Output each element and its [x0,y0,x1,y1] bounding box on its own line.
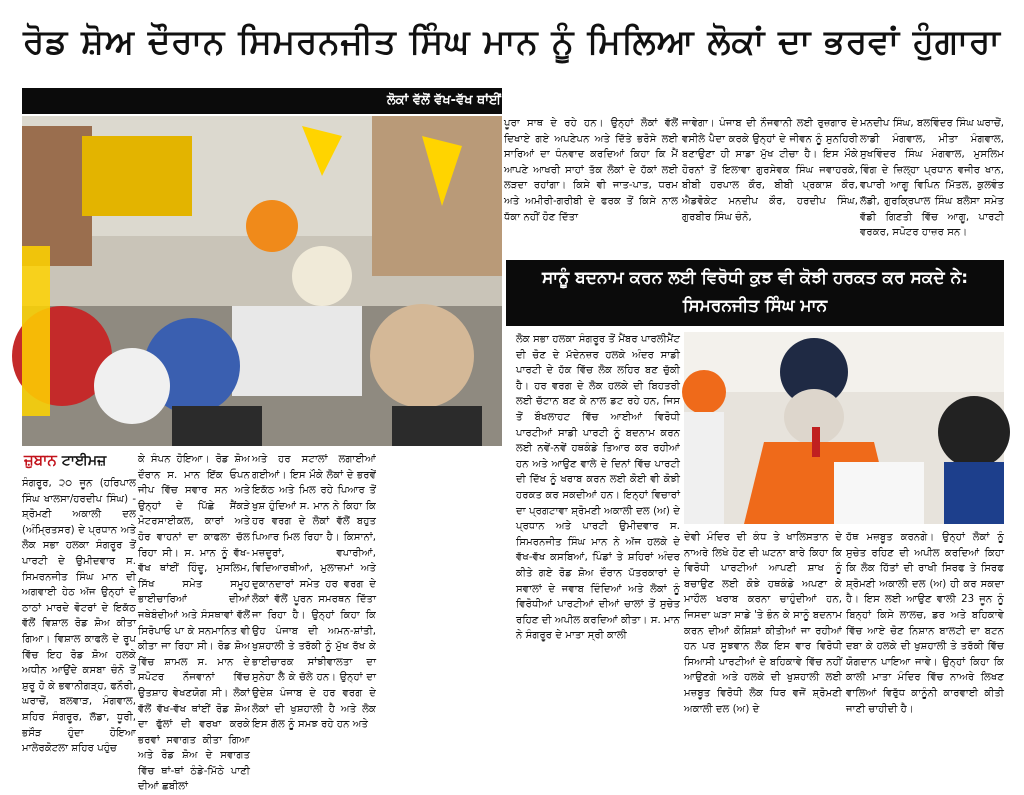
logo-part2: ਟਾਈਮਜ਼ [61,453,107,469]
zuban-times-logo [24,450,134,474]
article-col-1: ਸੰਗਰੂਰ, ੨੦ ਜੂਨ (ਹਰਿਪਾਲ ਸਿੰਘ ਖਾਲਸਾ/ਹਰਦੀਪ ਸਿੰਘ) - ਸ਼੍ਰੋਮਣੀ ਅਕਾਲੀ ਦਲ (ਅੰਮ੍ਰਿਤਸਰ) ਦੇ ਪ੍ਰਧਾਨ ਅਤੇ ਲੋਕ ਸਭਾ ਹਲਕਾ ਸੰਗਰੂਰ ਤੋਂ ਪਾਰਟੀ ਦੇ ਉਮੀਦਵਾਰ ਸ. ਸਿਮਰਨਜੀਤ ਸਿੰਘ ਮਾਨ ਦੀ ਅਗਵਾਈ ਹੇਠ ਅੱਜ ਉਨ੍ਹਾਂ ਦੇ ਠਾਠਾਂ ਮਾਰਦੇ ਵੋਟਰਾਂ ਦੇ ਇਕੱਠ ਵੱਲੋਂ ਵਿਸ਼ਾਲ ਰੋਡ ਸ਼ੋਅ ਕੀਤਾ ਗਿਆ। ਵਿਸ਼ਾਲ ਕਾਫਲੇ ਦੇ ਰੂਪ ਵਿੱਚ ਇਹ ਰੋਡ ਸ਼ੋਅ ਹਲਕੇ ਅਧੀਨ ਆਉਂਦੇ ਕਸਬਾ ਚੰਨੋ ਤੋਂ ਸ਼ੁਰੂ ਹੋ ਕੇ ਭਵਾਨੀਗੜ੍ਹ, ਫਨੌਰੀ, ਘਰਾਚੋਂ, ਬਲਵਾੜ, ਮੰਗਵਾਲ, ਸ਼ਹਿਰ ਸੰਗਰੂਰ, ਲੱਡਾ, ਧੂਰੀ, ਭਸੌੜ ਹੁੰਦਾ ਹੋਇਆ ਮਾਲੇਰਕੋਟਲਾ ਸ਼ਹਿਰ ਪਹੁੰਚ [22,478,136,755]
second-headline: ਸਾਨੂੰ ਬਦਨਾਮ ਕਰਨ ਲਈ ਵਿਰੋਧੀ ਕੁਝ ਵੀ ਕੋਝੀ ਹਰਕਤ ਕਰ ਸਕਦੇ ਨੇ: ਸਿਮਰਨਜੀਤ ਸਿੰਘ ਮਾਨ [506,260,1004,326]
article-col-3: ਅਤੇ ਹਰ ਸਟਾਲਾਂ ਲਗਾਈਆਂ ਗਈਆਂ। ਇਸ ਮੌਕੇ ਲੋਕਾਂ ਦੇ ਭਰਵੇਂ ਇਕੱਠ ਅਤੇ ਮਿਲ ਰਹੇ ਪਿਆਰ ਤੋਂ ਖੁਸ਼ ਹੁੰਦਿਆਂ ਸ. ਮਾਨ ਨੇ ਕਿਹਾ ਕਿ ਹਰ ਵਰਗ ਦੇ ਲੋਕਾਂ ਵੱਲੋਂ ਬਹੁਤ ਪਿਆਰ ਮਿਲ ਰਿਹਾ ਹੈ। ਕਿਸਾਨਾਂ, ਮਜ਼ਦੂਰਾਂ, ਵਪਾਰੀਆਂ, ਵਿਦਿਆਰਥੀਆਂ, ਮੁਲਾਜ਼ਮਾਂ ਅਤੇ ਦੁਕਾਨਦਾਰਾਂ ਸਮੇਤ ਹਰ ਵਰਗ ਦੇ ਲੋਕਾਂ ਵੱਲੋਂ ਪੂਰਨ ਸਮਰਥਨ ਦਿੱਤਾ ਜਾ ਰਿਹਾ ਹੈ। ਉਨ੍ਹਾਂ ਕਿਹਾ ਕਿ ਉਹ ਪੰਜਾਬ ਦੀ ਅਮਨ-ਸ਼ਾਂਤੀ, ਖੁਸ਼ਹਾਲੀ ਤੇ ਤਰੱਕੀ ਨੂੰ ਮੁੱਖ ਰੱਖ ਕੇ ਭਾਈਚਾਰਕ ਸਾਂਝੀਵਾਲਤਾ ਦਾ ਸੁਨੇਹਾ ਲੈ ਕੇ ਚੱਲੇ ਹਨ। ਉਨ੍ਹਾਂ ਦਾ ਉਦੇਸ਼ ਪੰਜਾਬ ਦੇ ਹਰ ਵਰਗ ਦੇ ਲੋਕਾਂ ਦੀ ਖੁਸ਼ਹਾਲੀ ਹੈ ਅਤੇ ਲੋਕ ਇਸ ਗੱਲ ਨੂੰ ਸਮਝ ਰਹੇ ਹਨ ਅਤੇ [252,454,376,731]
article2-col-3: ਹੱਥ ਮਜ਼ਬੂਤ ਕਰਨਗੇ। ਉਨ੍ਹਾਂ ਲੋਕਾਂ ਨੂੰ ਸੁਚੇਤ ਰਹਿਣ ਦੀ ਅਪੀਲ ਕਰਦਿਆਂ ਕਿਹਾ ਕਿ ਲੋਕ ਹਿੱਤਾਂ ਦੀ ਰਾਖੀ ਸਿਰਫ ਤੇ ਸਿਰਫ ਸ਼੍ਰੋਮਣੀ ਅਕਾਲੀ ਦਲ (ਅ) ਹੀ ਕਰ ਸਕਦਾ ਹੈ। ਇਸ ਲਈ ਆਉਣ ਵਾਲੀ 23 ਜੂਨ ਨੂੰ ਬਿਨ੍ਹਾਂ ਕਿਸੇ ਲਾਲਚ, ਡਰ ਅਤੇ ਬਹਿਕਾਵੇ ਵਿੱਚ ਆਏ ਚੋਣ ਨਿਸ਼ਾਨ ਬਾਲਟੀ ਦਾ ਬਟਨ ਦਬਾ ਕੇ ਹਲਕੇ ਦੀ ਖੁਸ਼ਹਾਲੀ ਤੇ ਤਰੱਕੀ ਵਿੱਚ ਯੋਗਦਾਨ ਪਾਇਆ ਜਾਵੇ। ਉਨ੍ਹਾਂ ਕਿਹਾ ਕਿ ਕਾਲੀ ਮਾਤਾ ਮੰਦਿਰ ਵਿੱਚ ਨਾਅਰੇ ਲਿਖਣ ਵਾਲਿਆਂ ਵਿਰੁੱਧ ਕਾਨੂੰਨੀ ਕਾਰਵਾਈ ਕੀਤੀ ਜਾਣੀ ਚਾਹੀਦੀ ਹੈ। [846,532,1004,715]
headline: ਰੋਡ ਸ਼ੋਅ ਦੌਰਾਨ ਸਿਮਰਨਜੀਤ ਸਿੰਘ ਮਾਨ ਨੂੰ ਮਿਲਿਆ ਲੋਕਾਂ ਦਾ ਭਰਵਾਂ ਹੁੰਗਾਰਾ [23,22,1001,62]
article-col-5: ਜਾਵੇਗਾ। ਪੰਜਾਬ ਦੀ ਨੌਜਵਾਨੀ ਲਈ ਰੁਜ਼ਗਾਰ ਦੇ ਵਸੀਲੇ ਪੈਦਾ ਕਰਕੇ ਉਨ੍ਹਾਂ ਦੇ ਜੀਵਨ ਨੂੰ ਸੁਨਹਿਰੀ ਬਣਾਉਣਾ ਹੀ ਸਾਡਾ ਮੁੱਖ ਟੀਚਾ ਹੈ। ਇਸ ਮੌਕੇ ਹੋਰਨਾਂ ਤੋਂ ਇਲਾਵਾ ਗੁਰਸੇਵਕ ਸਿੰਘ ਜਵਾਹਰਕੇ, ਬੀਬੀ ਹਰਪਾਲ ਕੌਰ, ਬੀਬੀ ਪ੍ਰਕਾਸ਼ ਕੌਰ, ਐਡਵੋਕੇਟ ਮਨਦੀਪ ਕੌਰ, ਹਰਦੀਪ ਸਿੰਘ, ਗੁਰਬੀਰ ਸਿੰਘ ਚੰਨੋ, [682,118,858,223]
logo-part1: ਜ਼ੁਬਾਨ [24,451,57,469]
speech-photo [684,332,1004,524]
subhead: ਲੋਕਾਂ ਵੱਲੋਂ ਵੱਖ-ਵੱਖ ਥਾਂਈਂ ਕੀਤਾ ਗਿਆ ਭਰਵਾਂ ਸਵਾਗਤ [386,93,637,108]
road-show-photo [22,116,502,446]
article2-col-2: ਦੇਵੀ ਮੰਦਿਰ ਦੀ ਕੰਧ ਤੇ ਖਾਲਿਸਤਾਨ ਦੇ ਨਾਅਰੇ ਲਿਖੇ ਹੋਣ ਦੀ ਘਟਨਾ ਬਾਰੇ ਕਿਹਾ ਕਿ ਵਿਰੋਧੀ ਪਾਰਟੀਆਂ ਆਪਣੀ ਸ਼ਾਖ ਨੂੰ ਬਚਾਉਣ ਲਈ ਕੋਝੇ ਹਥਕੰਡੇ ਅਪਣਾ ਕੇ ਮਾਹੌਲ ਖਰਾਬ ਕਰਨਾ ਚਾਹੁੰਦੀਆਂ ਹਨ, ਜਿਸਦਾ ਘੜਾ ਸਾਡੇ 'ਤੇ ਭੰਨ ਕੇ ਸਾਨੂੰ ਬਦਨਾਮ ਕਰਨ ਦੀਆਂ ਕੋਸ਼ਿਸ਼ਾਂ ਕੀਤੀਆਂ ਜਾ ਰਹੀਆਂ ਹਨ ਪਰ ਸੂਝਵਾਨ ਲੋਕ ਇਸ ਵਾਰ ਵਿਰੋਧੀ ਸਿਆਸੀ ਪਾਰਟੀਆਂ ਦੇ ਬਹਿਕਾਵੇ ਵਿੱਚ ਨਹੀਂ ਆਉਣਗੇ ਅਤੇ ਹਲਕੇ ਦੀ ਖੁਸ਼ਹਾਲੀ ਲਈ ਮਜ਼ਬੂਤ ਵਿਰੋਧੀ ਲੋਕ ਧਿਰ ਵਜੋਂ ਸ਼੍ਰੋਮਣੀ ਅਕਾਲੀ ਦਲ (ਅ) ਦੇ [684,532,842,715]
article-col-4: ਪੂਰਾ ਸਾਥ ਦੇ ਰਹੇ ਹਨ। ਉਨ੍ਹਾਂ ਲੋਕਾਂ ਵੱਲੋਂ ਦਿਖਾਏ ਗਏ ਅਪਣੇਪਨ ਅਤੇ ਦਿੱਤੇ ਭਰੋਸੇ ਲਈ ਸਾਰਿਆਂ ਦਾ ਧੰਨਵਾਦ ਕਰਦਿਆਂ ਕਿਹਾ ਕਿ ਮੈਂ ਆਪਣੇ ਆਖਰੀ ਸਾਹਾਂ ਤੱਕ ਲੋਕਾਂ ਦੇ ਹੱਕਾਂ ਲਈ ਲੜਦਾ ਰਹਾਂਗਾ। ਕਿਸੇ ਵੀ ਜਾਤ-ਪਾਤ, ਧਰਮ ਅਤੇ ਅਮੀਰੀ-ਗਰੀਬੀ ਦੇ ਫਰਕ ਤੋਂ ਕਿਸੇ ਨਾਲ ਧੱਕਾ ਨਹੀਂ ਹੋਣ ਦਿੱਤਾ [504,118,678,223]
article2-col-1: ਲੋਕ ਸਭਾ ਹਲਕਾ ਸੰਗਰੂਰ ਤੋਂ ਮੈਂਬਰ ਪਾਰਲੀਮੈਂਟ ਦੀ ਚੋਣ ਦੇ ਮੱਦੇਨਜ਼ਰ ਹਲਕੇ ਅੰਦਰ ਸਾਡੀ ਪਾਰਟੀ ਦੇ ਹੱਕ ਵਿੱਚ ਲੋਕ ਲਹਿਰ ਬਣ ਚੁੱਕੀ ਹੈ। ਹਰ ਵਰਗ ਦੇ ਲੋਕ ਹਲਕੇ ਦੀ ਬਿਹਤਰੀ ਲਈ ਚੱਟਾਨ ਬਣ ਕੇ ਨਾਲ ਡਟ ਰਹੇ ਹਨ, ਜਿਸ ਤੋਂ ਬੌਖਲਾਹਟ ਵਿੱਚ ਆਈਆਂ ਵਿਰੋਧੀ ਪਾਰਟੀਆਂ ਸਾਡੀ ਪਾਰਟੀ ਨੂੰ ਬਦਨਾਮ ਕਰਨ ਲਈ ਨਵੇਂ-ਨਵੇਂ ਹਥਕੰਡੇ ਤਿਆਰ ਕਰ ਰਹੀਆਂ ਹਨ ਅਤੇ ਆਉਣ ਵਾਲੇ ਦੇ ਦਿਨਾਂ ਵਿੱਚ ਪਾਰਟੀ ਦੀ ਦਿੱਖ ਨੂੰ ਖਰਾਬ ਕਰਨ ਲਈ ਕੋਈ ਵੀ ਕੋਝੀ ਹਰਕਤ ਕਰ ਸਕਦੀਆਂ ਹਨ। ਇਨ੍ਹਾਂ ਵਿਚਾਰਾਂ ਦਾ ਪ੍ਰਗਟਾਵਾ ਸ਼੍ਰੋਮਣੀ ਅਕਾਲੀ ਦਲ (ਅ) ਦੇ ਪ੍ਰਧਾਨ ਅਤੇ ਪਾਰਟੀ ਉਮੀਦਵਾਰ ਸ. ਸਿਮਰਨਜੀਤ ਸਿੰਘ ਮਾਨ ਨੇ ਅੱਜ ਹਲਕੇ ਦੇ ਵੱਖ-ਵੱਖ ਕਸਬਿਆਂ, ਪਿੰਡਾਂ ਤੇ ਸ਼ਹਿਰਾਂ ਅੰਦਰ ਕੀਤੇ ਗਏ ਰੋਡ ਸ਼ੋਅ ਦੌਰਾਨ ਪੱਤਰਕਾਰਾਂ ਦੇ ਸਵਾਲਾਂ ਦੇ ਜਵਾਬ ਦਿੰਦਿਆਂ ਅਤੇ ਲੋਕਾਂ ਨੂੰ ਵਿਰੋਧੀਆਂ ਪਾਰਟੀਆਂ ਦੀਆਂ ਚਾਲਾਂ ਤੋਂ ਸੁਚੇਤ ਰਹਿਣ ਦੀ ਅਪੀਲ ਕਰਦਿਆਂ ਕੀਤਾ। ਸ. ਮਾਨ ਨੇ ਸੰਗਰੂਰ ਦੇ ਮਾਤਾ ਸ੍ਰੀ ਕਾਲੀ [516,334,680,642]
article-col-2: ਕੇ ਸੰਪਨ ਹੋਇਆ। ਰੋਡ ਸ਼ੋਅ ਦੌਰਾਨ ਸ. ਮਾਨ ਇੱਕ ਓਪਨ ਜੀਪ ਵਿੱਚ ਸਵਾਰ ਸਨ ਅਤੇ ਉਨ੍ਹਾਂ ਦੇ ਪਿੱਛੇ ਸੈਂਕੜੇ ਮੋਟਰਸਾਈਕਲ, ਕਾਰਾਂ ਅਤੇ ਹੋਰ ਵਾਹਨਾਂ ਦਾ ਕਾਫਲਾ ਚੱਲ ਰਿਹਾ ਸੀ। ਸ. ਮਾਨ ਨੂੰ ਵੱਖ-ਵੱਖ ਥਾਂਈਂ ਹਿੰਦੂ, ਮੁਸਲਿਮ, ਸਿੱਖ ਸਮੇਤ ਸਮੂਹ ਭਾਈਚਾਰਿਆਂ ਦੀਆਂ ਜਥੇਬੰਦੀਆਂ ਅਤੇ ਸੰਸਥਾਵਾਂ ਵੱਲੋਂ ਸਿਰੋਪਾਓ ਪਾ ਕੇ ਸਨਮਾਨਿਤ ਵੀ ਕੀਤਾ ਜਾ ਰਿਹਾ ਸੀ। ਰੋਡ ਸ਼ੋਅ ਵਿੱਚ ਸ਼ਾਮਲ ਸ. ਮਾਨ ਦੇ ਸਪੋਟਰ ਨੌਜਵਾਨਾਂ ਵਿੱਚ ਉਤਸ਼ਾਹ ਵੇਖਣਯੋਗ ਸੀ। ਲੋਕਾਂ ਵੱਲੋਂ ਵੱਖ-ਵੱਖ ਥਾਂਈਂ ਰੋਡ ਸ਼ੋਅ ਦਾ ਫੁੱਲਾਂ ਦੀ ਵਰਖਾ ਕਰਕੇ ਭਰਵਾਂ ਸਵਾਗਤ ਕੀਤਾ ਗਿਆ ਅਤੇ ਰੋਡ ਸ਼ੋਅ ਦੇ ਸਵਾਗਤ ਵਿੱਚ ਥਾਂ-ਥਾਂ ਠੰਡੇ-ਮਿੱਠੇ ਪਾਣੀ ਦੀਆਂ ਛਬੀਲਾਂ [138,454,250,793]
article-col-6: ਮਨਦੀਪ ਸਿੰਘ, ਬਲਵਿੰਦਰ ਸਿੰਘ ਘਰਾਚੋਂ, ਲਾਡੀ ਮੰਗਵਾਲ, ਮੀਤਾ ਮੰਗਵਾਲ, ਸੁਖਵਿੰਦਰ ਸਿੰਘ ਮੰਗਵਾਲ, ਮੁਸਲਿਮ ਵਿੰਗ ਦੇ ਜ਼ਿਲ੍ਹਾ ਪ੍ਰਧਾਨ ਵਜੀਰ ਖਾਨ, ਵਪਾਰੀ ਆਗੂ ਵਿਪਿਨ ਮਿੱਤਲ, ਕੁਲਵੰਤ ਲੱਡੀ, ਗੁਰਕ੍ਰਿਪਾਲ ਸਿੰਘ ਬਲੋਸਾ ਸਮੇਤ ਵੱਡੀ ਗਿਣਤੀ ਵਿੱਚ ਆਗੂ, ਪਾਰਟੀ ਵਰਕਰ, ਸਪੋਟਰ ਹਾਜ਼ਰ ਸਨ। [860,118,1004,239]
